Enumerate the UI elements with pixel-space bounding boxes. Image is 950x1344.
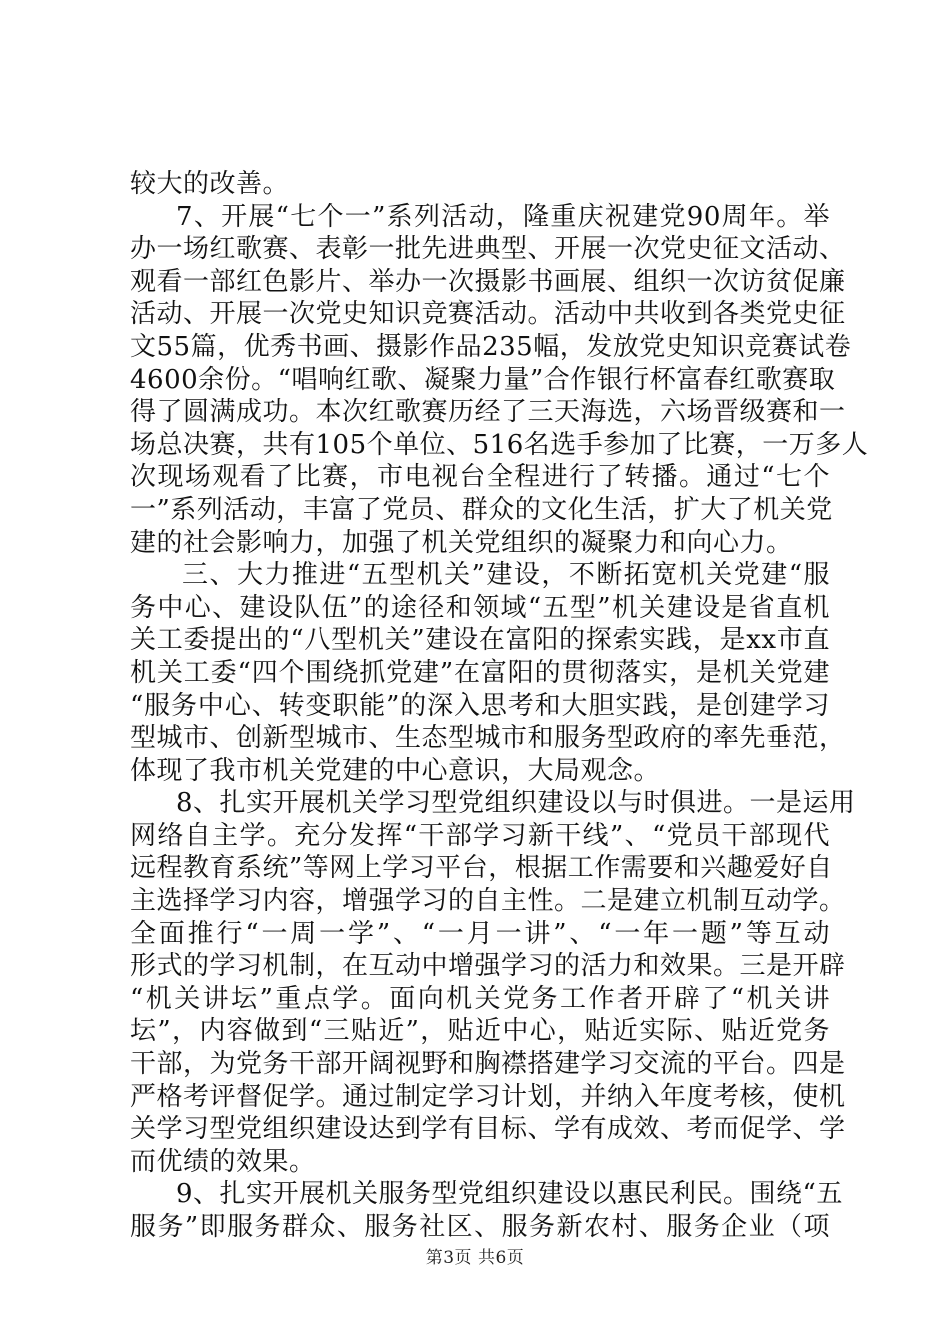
- text-line: 活动、开展一次党史知识竞赛活动。活动中共收到各类党史征: [130, 299, 846, 330]
- text-line: 得了圆满成功。本次红歌赛历经了三天海选，六场晋级赛和一: [130, 397, 846, 428]
- text-line: 关工委提出的“八型机关”建设在富阳的探索实践，是xx市直: [130, 625, 830, 656]
- text-line: “服务中心、转变职能”的深入思考和大胆实践，是创建学习: [130, 690, 830, 721]
- text-line: 较大的改善。: [130, 169, 290, 199]
- text-line: “机关讲坛”重点学。面向机关党务工作者开辟了“机关讲: [130, 983, 830, 1014]
- text-line: 建的社会影响力，加强了机关党组织的凝聚力和向心力。: [130, 527, 793, 558]
- text-line: 一”系列活动，丰富了党员、群众的文化生活，扩大了机关党: [130, 494, 833, 525]
- paragraph-9-start: 9、扎实开展机关服务型党组织建设以惠民利民。围绕“五: [176, 1179, 843, 1210]
- text-line: 干部，为党务干部开阔视野和胸襟搭建学习交流的平台。四是: [130, 1049, 846, 1080]
- section-three-heading: 三、大力推进“五型机关”建设，不断拓宽机关党建“服: [182, 560, 830, 591]
- text-line: 网络自主学。充分发挥“干部学习新干线”、“党员干部现代: [130, 820, 830, 851]
- paragraph-8-start: 8、扎实开展机关学习型党组织建设以与时俱进。一是运用: [176, 788, 856, 819]
- text-line: 而优绩的效果。: [130, 1146, 316, 1177]
- text-line: 文55篇，优秀书画、摄影作品235幅，发放党史知识竞赛试卷: [130, 331, 852, 362]
- text-line: 主选择学习内容，增强学习的自主性。二是建立机制互动学。: [130, 886, 846, 917]
- text-line: 场总决赛，共有105个单位、516名选手参加了比赛，一万多人: [130, 429, 869, 460]
- text-line: 严格考评督促学。通过制定学习计划，并纳入年度考核，使机: [130, 1081, 846, 1112]
- paragraph-7-start: 7、开展“七个一”系列活动，隆重庆祝建党90周年。举: [176, 201, 830, 232]
- text-line: 办一场红歌赛、表彰一批先进典型、开展一次党史征文活动、: [130, 234, 846, 265]
- text-line: 4600余份。“唱响红歌、凝聚力量”合作银行杯富春红歌赛取: [130, 364, 836, 395]
- text-line: 体现了我市机关党建的中心意识，大局观念。: [130, 755, 661, 786]
- text-line: 务中心、建设队伍”的途径和领域“五型”机关建设是省直机: [130, 592, 830, 623]
- text-line: 全面推行“一周一学”、“一月一讲”、“一年一题”等互动: [130, 918, 830, 949]
- page-footer: 第3页 共6页: [425, 1248, 525, 1268]
- text-line: 观看一部红色影片、举办一次摄影书画展、组织一次访贫促廉: [130, 266, 846, 297]
- text-line: 服务”即服务群众、服务社区、服务新农村、服务企业（项: [130, 1212, 830, 1242]
- text-line: 关学习型党组织建设达到学有目标、学有成效、考而促学、学: [130, 1114, 846, 1145]
- text-line: 型城市、创新型城市、生态型城市和服务型政府的率先垂范，: [130, 723, 846, 754]
- text-line: 形式的学习机制，在互动中增强学习的活力和效果。三是开辟: [130, 951, 846, 982]
- text-line: 机关工委“四个围绕抓党建”在富阳的贯彻落实，是机关党建: [130, 657, 830, 688]
- document-body: [130, 168, 869, 1244]
- text-line: 远程教育系统”等网上学习平台，根据工作需要和兴趣爱好自: [130, 853, 833, 884]
- text-line: 次现场观看了比赛，市电视台全程进行了转播。通过“七个: [130, 462, 830, 493]
- text-line: 坛”，内容做到“三贴近”，贴近中心，贴近实际、贴近党务: [130, 1016, 830, 1047]
